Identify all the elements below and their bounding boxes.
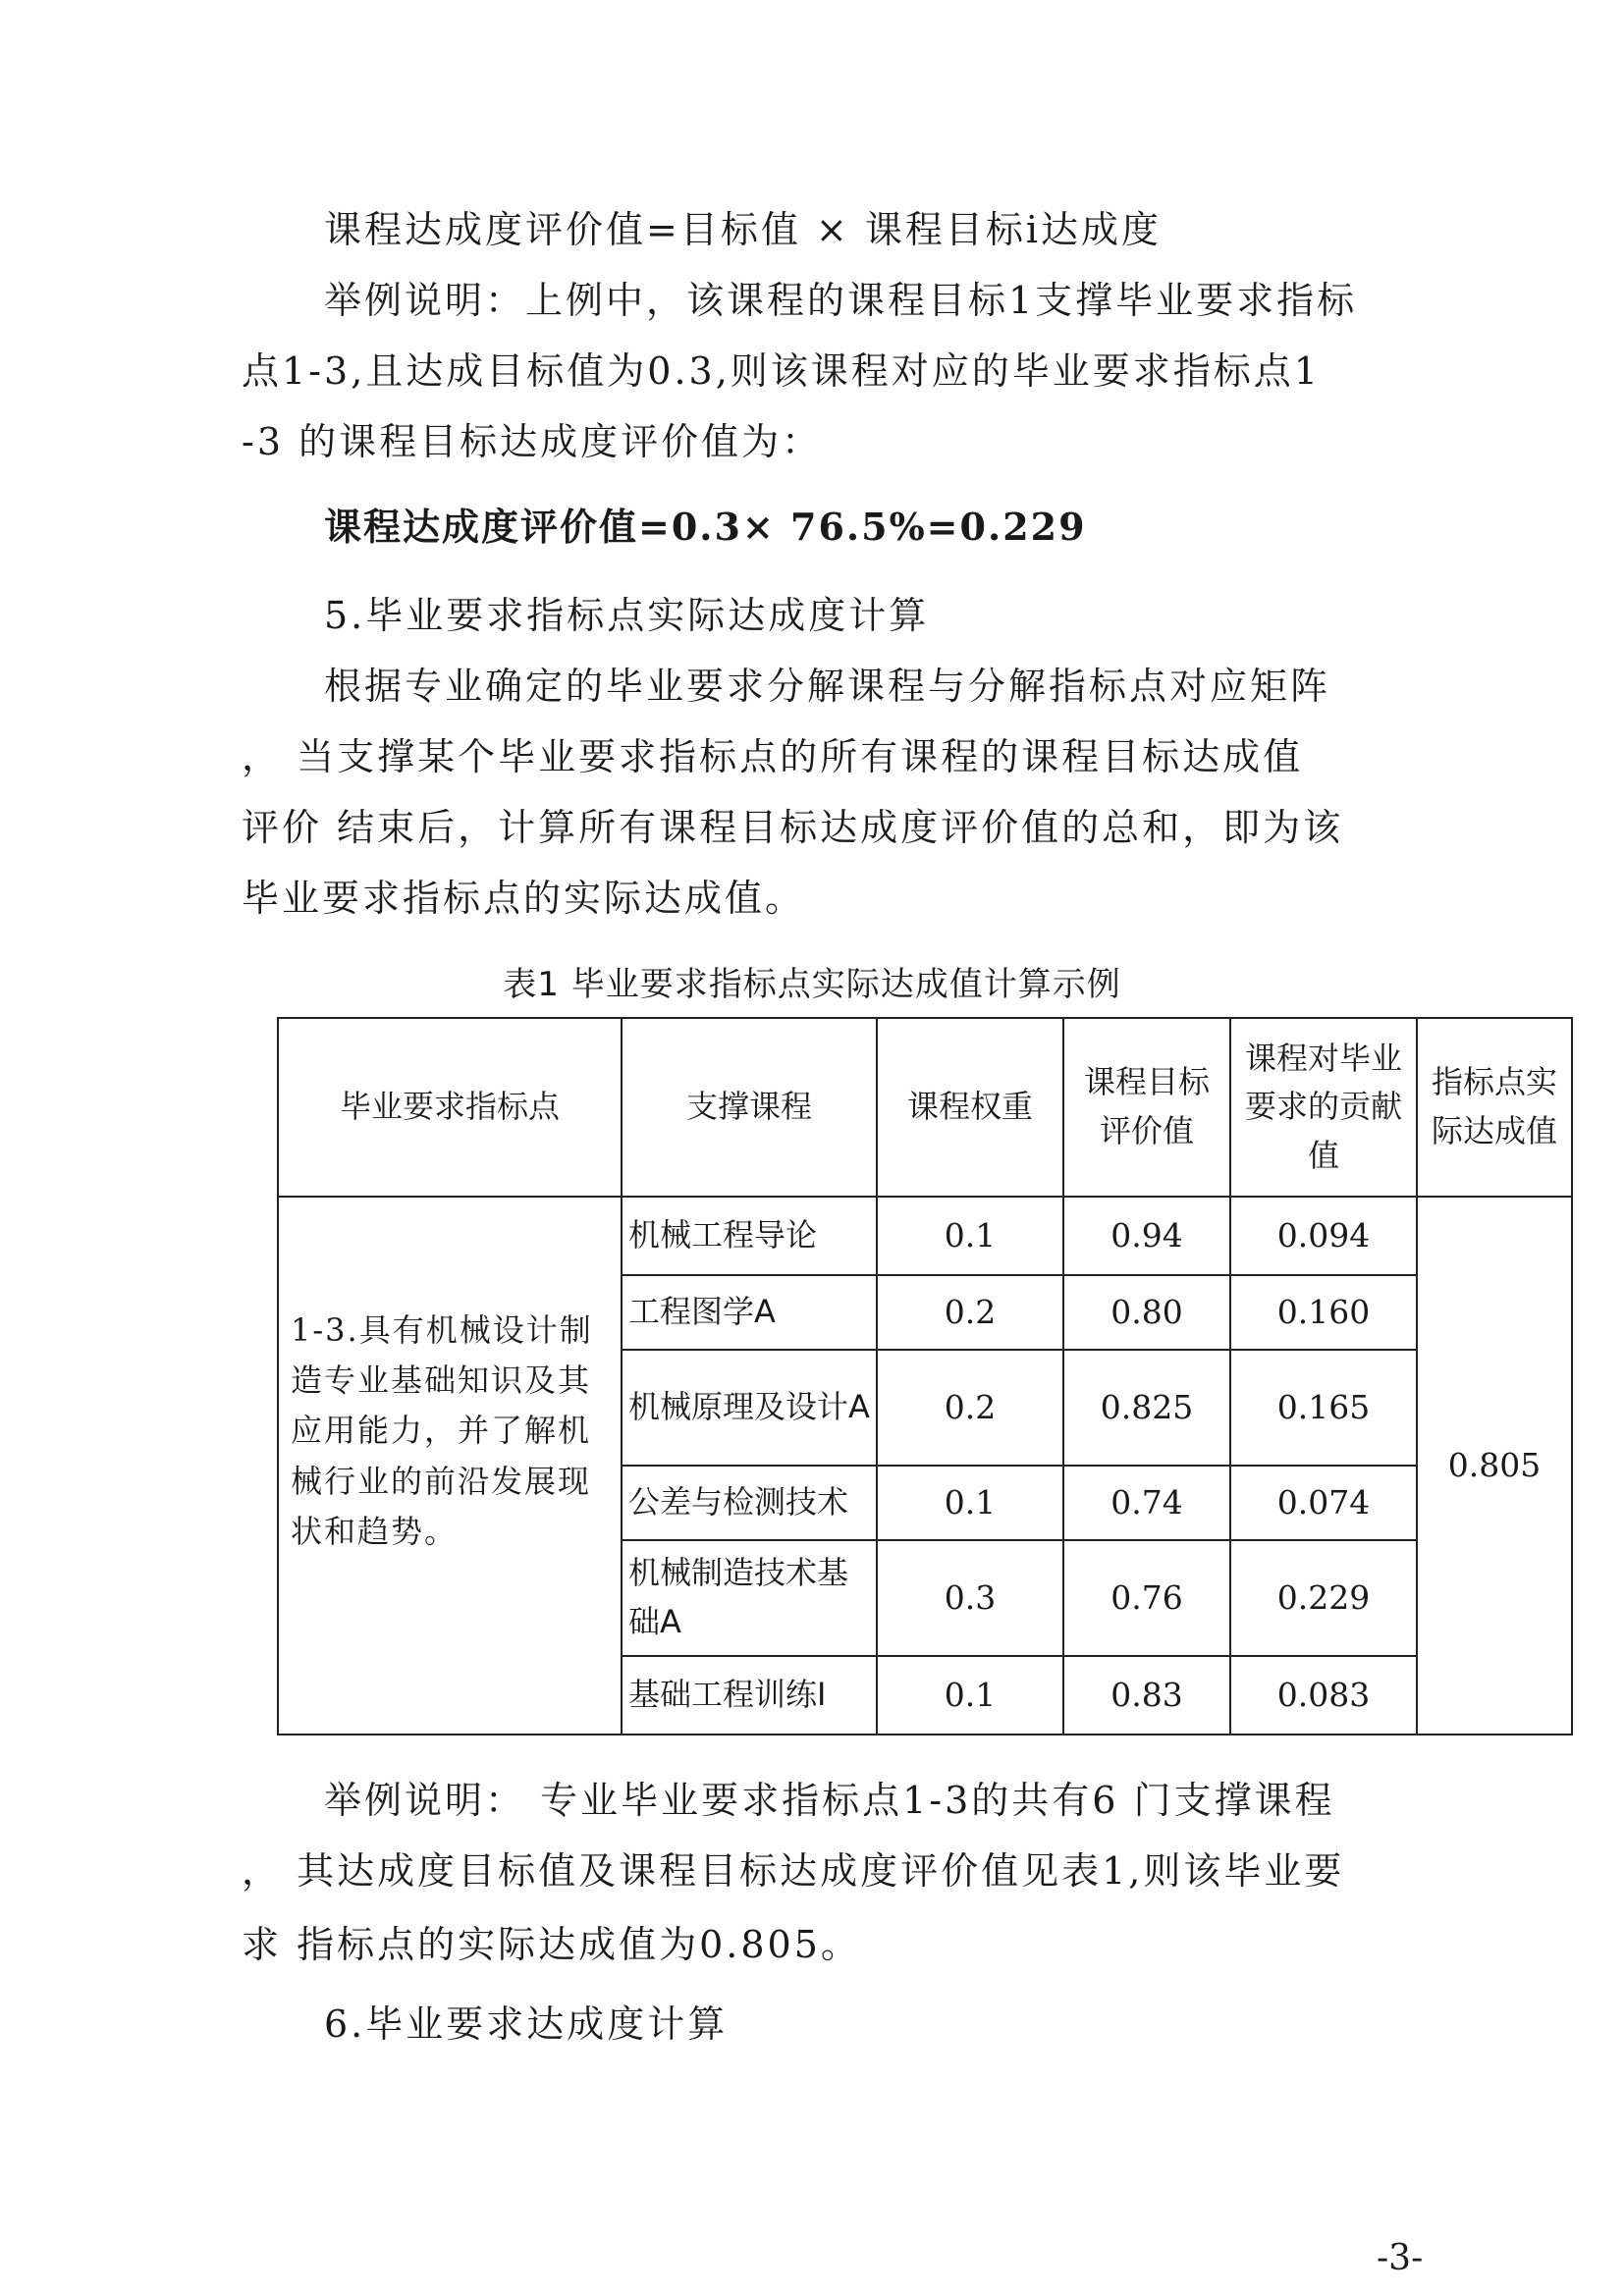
table-header-row — [278, 1018, 1572, 1197]
line-example-3: -3 的课程目标达成度评价值为： — [242, 420, 823, 463]
course-cell: 公差与检测技术 — [622, 1466, 877, 1540]
header-weight: 课程权重 — [877, 1018, 1063, 1197]
header-score: 课程目标评价值 — [1063, 1018, 1230, 1197]
weight-cell: 0.1 — [877, 1197, 1063, 1275]
weight-cell: 0.2 — [877, 1350, 1063, 1466]
course-cell: 机械制造技术基础A — [622, 1540, 877, 1656]
weight-cell: 0.3 — [877, 1540, 1063, 1656]
course-cell: 机械原理及设计A — [622, 1350, 877, 1466]
achievement-table — [277, 1017, 1573, 1735]
table-row — [278, 1197, 1572, 1275]
header-contribution: 课程对毕业要求的贡献值 — [1230, 1018, 1417, 1197]
line-example-2: 点1-3,且达成目标值为0.3,则该课程对应的毕业要求指标点1 — [242, 349, 1321, 393]
table-caption: 表1 毕业要求指标点实际达成值计算示例 — [503, 965, 1121, 1004]
line-formula-result: 课程达成度评价值=0.3× 76.5%=0.229 — [324, 505, 1087, 549]
line-formula-def: 课程达成度评价值=目标值 × 课程目标i达成度 — [324, 208, 1162, 251]
contribution-cell: 0.165 — [1230, 1350, 1417, 1466]
indicator-cell: 1-3.具有机械设计制造专业基础知识及其应用能力，并了解机械行业的前沿发展现状和趋势。 — [278, 1197, 622, 1735]
contribution-cell: 0.094 — [1230, 1197, 1417, 1275]
weight-cell: 0.1 — [877, 1466, 1063, 1540]
course-cell: 工程图学A — [622, 1275, 877, 1350]
score-cell: 0.76 — [1063, 1540, 1230, 1656]
contribution-cell: 0.074 — [1230, 1466, 1417, 1540]
header-course: 支撑课程 — [622, 1018, 877, 1197]
contribution-cell: 0.229 — [1230, 1540, 1417, 1656]
weight-cell: 0.2 — [877, 1275, 1063, 1350]
line-after-1: 举例说明： 专业毕业要求指标点1-3的共有6 门支撑课程 — [324, 1779, 1335, 1822]
line-para-4: 毕业要求指标点的实际达成值。 — [242, 877, 806, 920]
actual-cell: 0.805 — [1417, 1197, 1572, 1735]
score-cell: 0.80 — [1063, 1275, 1230, 1350]
score-cell: 0.94 — [1063, 1197, 1230, 1275]
line-example-1: 举例说明：上例中，该课程的课程目标1支撑毕业要求指标 — [324, 279, 1358, 322]
course-cell: 基础工程训练I — [622, 1656, 877, 1735]
line-para-3: 评价 结束后，计算所有课程目标达成度评价值的总和，即为该 — [242, 806, 1344, 849]
line-after-2: ， 其达成度目标值及课程目标达成度评价值见表1,则该毕业要 — [242, 1849, 1345, 1893]
page-number: -3- — [1377, 2238, 1424, 2278]
header-indicator: 毕业要求指标点 — [278, 1018, 622, 1197]
contribution-cell: 0.160 — [1230, 1275, 1417, 1350]
section-heading-5: 5.毕业要求指标点实际达成度计算 — [324, 594, 930, 637]
contribution-cell: 0.083 — [1230, 1656, 1417, 1735]
score-cell: 0.74 — [1063, 1466, 1230, 1540]
line-para-1: 根据专业确定的毕业要求分解课程与分解指标点对应矩阵 — [324, 665, 1331, 708]
header-actual: 指标点实际达成值 — [1417, 1018, 1572, 1197]
line-para-2: ， 当支撑某个毕业要求指标点的所有课程的课程目标达成值 — [242, 735, 1304, 778]
score-cell: 0.83 — [1063, 1656, 1230, 1735]
line-after-3: 求 指标点的实际达成值为0.805。 — [242, 1923, 861, 1966]
score-cell: 0.825 — [1063, 1350, 1230, 1466]
section-heading-6: 6.毕业要求达成度计算 — [324, 2002, 729, 2046]
weight-cell: 0.1 — [877, 1656, 1063, 1735]
course-cell: 机械工程导论 — [622, 1197, 877, 1275]
